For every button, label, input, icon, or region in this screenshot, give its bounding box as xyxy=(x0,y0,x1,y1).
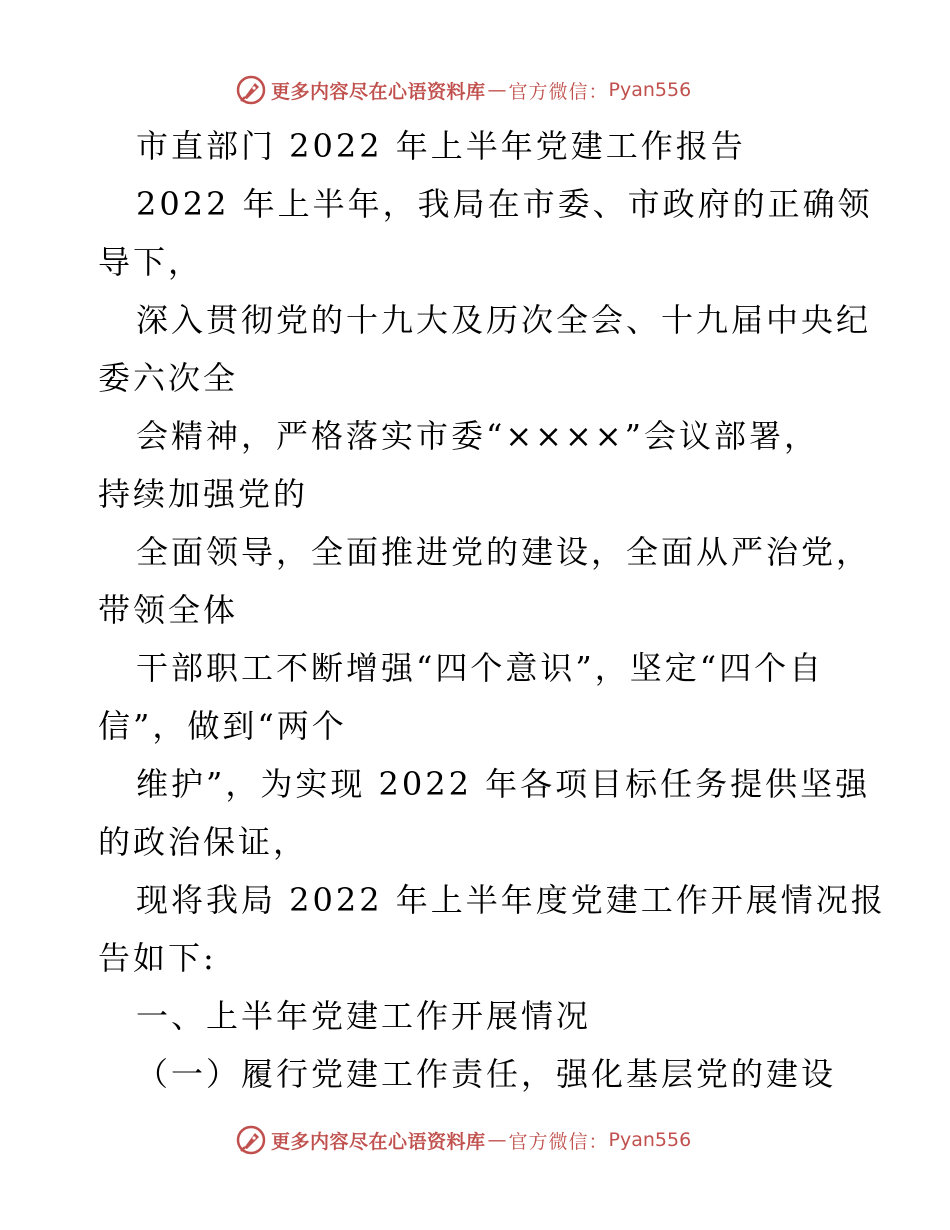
paragraph-line: 信”，做到“两个 xyxy=(98,707,347,745)
watermark-wechat-label: 官方微信： xyxy=(508,1130,609,1153)
document-title: 市直部门 2022 年上半年党建工作报告 xyxy=(136,127,746,165)
watermark-wechat-id: Pyan556 xyxy=(608,79,692,101)
watermark-footer xyxy=(235,1123,691,1157)
paragraph-line: 全面领导，全面推进党的建设，全面从严治党， xyxy=(136,533,872,571)
watermark-dash: — xyxy=(487,1129,507,1151)
watermark-wechat-label: 官方微信： xyxy=(508,80,609,103)
paragraph-line: 现将我局 2022 年上半年度党建工作开展情况报 xyxy=(136,881,886,919)
paragraph-line: 深入贯彻党的十九大及历次全会、十九届中央纪 xyxy=(136,301,872,339)
watermark-header xyxy=(235,73,691,107)
paragraph-line: 导下， xyxy=(98,243,204,281)
paragraph-line: 维护”，为实现 2022 年各项目标任务提供坚强 xyxy=(136,765,871,803)
watermark-dash: — xyxy=(487,79,507,101)
paragraph-line: 2022 年上半年，我局在市委、市政府的正确领 xyxy=(136,185,873,223)
pen-nib-logo-icon xyxy=(235,74,267,106)
paragraph-line: 持续加强党的 xyxy=(98,475,309,513)
watermark-text: 更多内容尽在心语资料库 xyxy=(271,80,486,103)
watermark-text: 更多内容尽在心语资料库 xyxy=(271,1130,486,1153)
section-heading: 一、上半年党建工作开展情况 xyxy=(136,997,592,1035)
subsection-heading: （一）履行党建工作责任，强化基层党的建设 xyxy=(136,1055,837,1093)
paragraph-line: 告如下: xyxy=(98,939,217,977)
paragraph-line: 干部职工不断增强“四个意识”，坚定“四个自 xyxy=(136,649,825,687)
paragraph-line: 委六次全 xyxy=(98,359,239,397)
paragraph-line: 会精神，严格落实市委“××××”会议部署， xyxy=(136,417,819,455)
paragraph-line: 带领全体 xyxy=(98,591,239,629)
paragraph-line: 的政治保证， xyxy=(98,823,309,861)
pen-nib-logo-icon xyxy=(235,1124,267,1156)
watermark-wechat-id: Pyan556 xyxy=(608,1129,692,1151)
